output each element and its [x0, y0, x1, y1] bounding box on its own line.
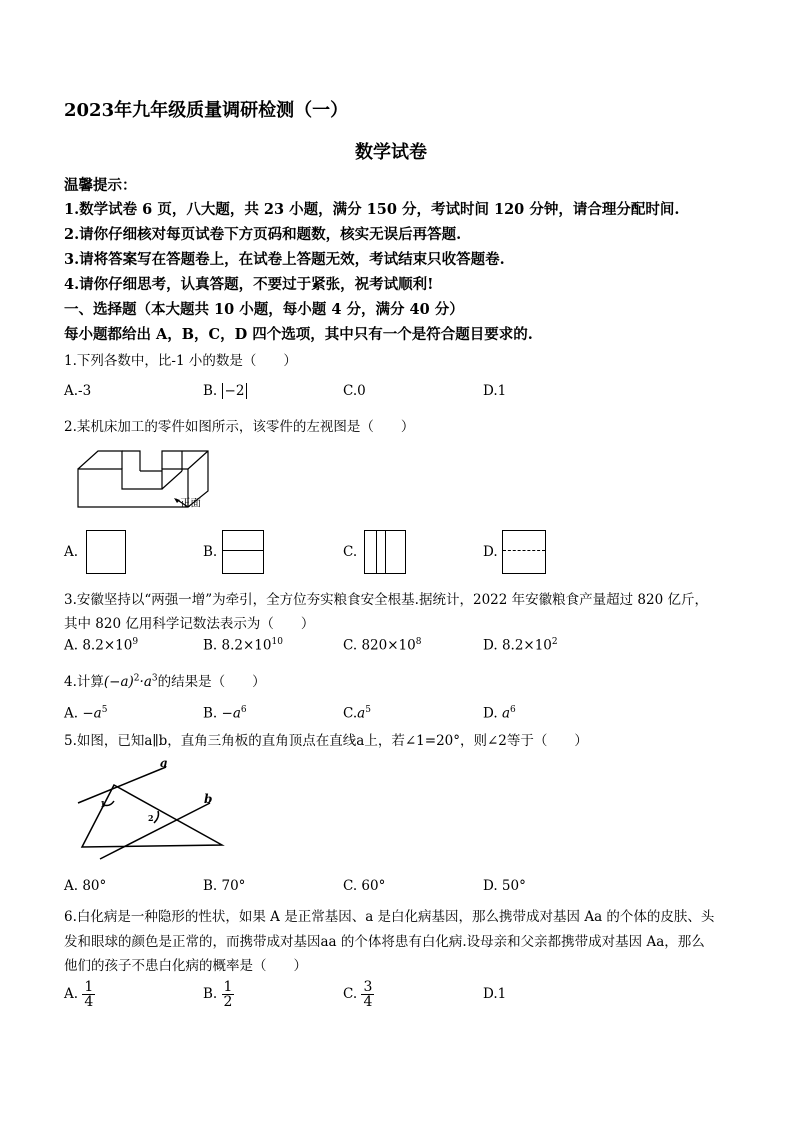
tips-heading: 温馨提示：: [64, 177, 137, 194]
q5-option-c: C. 60°: [343, 878, 386, 894]
fraction: $\frac{1}{4}$: [84, 979, 94, 1010]
fraction: $\frac{1}{2}$: [223, 979, 233, 1010]
q1-option-a: A.-3: [64, 383, 92, 399]
question-4-stem: 4.计算$(-a)^2\cdot a^3$的结果是（ ）: [64, 673, 266, 690]
question-6-line1: 6.白化病是一种隐形的性状，如果 A 是正常基因、a 是白化病基因，那么携带成对基因 Aa 的个体的皮肤、头: [64, 909, 715, 925]
q5-option-a: A. 80°: [64, 878, 107, 894]
q4-option-d: D. $a^6$: [483, 705, 516, 722]
fraction: $\frac{3}{4}$: [363, 979, 373, 1010]
angle-2-label: 2: [148, 813, 154, 823]
option-b-hsplit-view: [222, 530, 264, 574]
question-3-line2: 其中 820 亿用科学记数法表示为（ ）: [64, 616, 315, 632]
q5-option-d: D. 50°: [483, 878, 526, 894]
q6-option-c: C. $\frac{3}{4}$: [343, 979, 373, 1010]
option-c-vsplit-view: [364, 530, 406, 574]
tip-item: 4.请你仔细思考，认真答题，不要过于紧张，祝考试顺利!: [64, 276, 434, 293]
q2-option-d: D.: [483, 544, 498, 560]
exam-title: 2023年九年级质量调研检测（一）: [64, 100, 349, 121]
tip-item: 2.请你仔细核对每页试卷下方页码和题数，核实无误后再答题.: [64, 226, 462, 243]
q1-option-d: D.1: [483, 383, 507, 399]
subject-title: 数学试卷: [355, 142, 427, 163]
q2-option-b: B.: [203, 544, 218, 560]
q1-option-c: C.0: [343, 383, 366, 399]
q2-option-a: A.: [64, 544, 79, 560]
tip-item: 3.请将答案写在答题卷上，在试卷上答题无效，考试结束只收答题卷.: [64, 251, 505, 268]
tip-item: 1.数学试卷 6 页，八大题，共 23 小题，满分 150 分，考试时间 120 分钟，请合理分配时间.: [64, 201, 680, 218]
q4-option-c: $C.a^5$: [343, 705, 371, 722]
option-a-square-view: [86, 530, 126, 574]
question-3-line1: 3.安徽坚持以“两强一增”为牵引，全方位夯实粮食安全根基.据统计，2022 年安徽粮食产量超过 820 亿斤，: [64, 592, 708, 608]
q2-option-c: C.: [343, 544, 358, 560]
q3-option-b: B. $8.2\times 10^{10}$: [203, 637, 283, 654]
line-b-label: b: [204, 792, 213, 806]
question-1-stem: 1.下列各数中，比-1 小的数是（ ）: [64, 353, 297, 369]
line-a-label: a: [160, 756, 168, 770]
q4-option-b: B. $-a^6$: [203, 705, 247, 722]
q3-option-d: D. $8.2\times 10^2$: [483, 637, 558, 654]
q1-abs-value: −2: [222, 383, 248, 399]
option-d-dashed-view: [502, 530, 546, 574]
question-6-line3: 他们的孩子不患白化病的概率是（ ）: [64, 958, 307, 974]
q3-option-a: A. $8.2\times 10^9$: [64, 637, 139, 654]
question-5-stem: 5.如图，已知a∥b，直角三角板的直角顶点在直线a上，若∠1=20°，则∠2等于（ ）: [64, 733, 588, 749]
q5-option-b: B. 70°: [203, 878, 246, 894]
parallel-lines-triangle-figure: [70, 755, 240, 865]
q4-option-a: A. $-a^5$: [64, 705, 108, 722]
q6-option-b: B. $\frac{1}{2}$: [203, 979, 233, 1010]
section-instruction: 每小题都给出 A，B，C，D 四个选项，其中只有一个是符合题目要求的.: [64, 326, 533, 343]
q6-option-d: D.1: [483, 986, 507, 1002]
question-6-line2: 发和眼球的颜色是正常的，而携带成对基因aa 的个体将患有白化病.设母亲和父亲都携带成对基因 Aa，那么: [64, 934, 705, 950]
q6-option-a: A. $\frac{1}{4}$: [64, 979, 94, 1010]
q3-option-c: C. $820\times 10^8$: [343, 637, 422, 654]
angle-1-label: 1: [100, 799, 106, 809]
front-view-label: 正面: [180, 497, 201, 509]
q1-option-b: B. −2: [203, 383, 247, 399]
section-heading: 一、选择题（本大题共 10 小题，每小题 4 分，满分 40 分）: [64, 301, 464, 318]
question-2-stem: 2.某机床加工的零件如图所示，该零件的左视图是（ ）: [64, 419, 415, 435]
